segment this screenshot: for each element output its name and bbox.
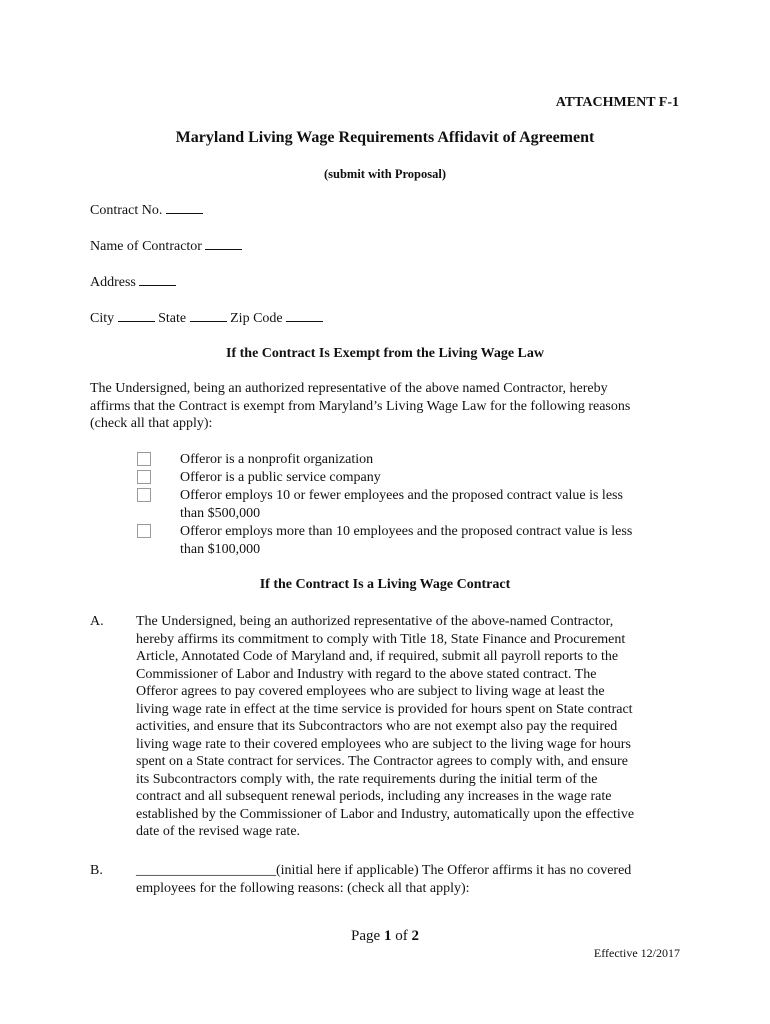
item-a-line: spent on a State contract for services. The Contractor agrees to comply with, and ensure	[136, 754, 628, 769]
item-a-line: Commissioner of Labor and Industry with regard to the above stated contract. The	[136, 666, 597, 682]
city-label: City	[90, 311, 115, 326]
item-b-line1-text: (initial here if applicable) The Offeror affirms it has no covered	[276, 863, 632, 878]
ten-or-fewer-label	[180, 487, 680, 522]
state-label: State	[158, 311, 187, 326]
page-of: of	[391, 928, 412, 944]
more-than-ten-line: Offeror employs more than 10 employees and the proposed contract value is less	[180, 524, 633, 539]
address-label: Address	[90, 275, 136, 290]
exempt-option-public-service	[137, 469, 697, 487]
zip-label: Zip Code	[230, 311, 283, 326]
exempt-option-10-or-fewer	[137, 487, 697, 522]
item-a-line: hereby affirms its commitment to comply with Title 18, State Finance and Procurement	[136, 631, 626, 647]
page-prefix: Page	[351, 928, 384, 944]
item-a-line: living wage rate to their covered employees who are subject to the living wage for hours	[136, 736, 631, 752]
ten-or-fewer-line: Offeror employs 10 or fewer employees and the proposed contract value is less	[180, 488, 623, 503]
exempt-intro	[90, 380, 690, 433]
zip-blank[interactable]	[286, 309, 323, 322]
page-subtitle: (submit with Proposal)	[323, 167, 446, 181]
exempt-intro-line: affirms that the Contract is exempt from Maryland’s Living Wage Law for the following reasons	[90, 398, 631, 414]
initial-blank[interactable]: ____________________	[136, 863, 276, 878]
exempt-intro-line: The Undersigned, being an authorized representative of the above named Contractor, hereby	[90, 381, 608, 396]
more-than-ten-label	[180, 523, 680, 558]
contract-no-field[interactable]	[90, 201, 203, 220]
nonprofit-label: Offeror is a nonprofit organization	[180, 452, 374, 467]
attachment-label: ATTACHMENT F-1	[555, 95, 679, 110]
public-service-checkbox[interactable]	[137, 470, 151, 484]
more-than-ten-line: than $100,000	[180, 541, 261, 557]
address-blank[interactable]	[139, 273, 176, 286]
page-title: Maryland Living Wage Requirements Affidavit of Agreement	[175, 129, 595, 146]
item-a-line: its Subcontractors comply with, the rate requirements during the initial term of the	[136, 771, 598, 787]
ten-or-fewer-checkbox[interactable]	[137, 488, 151, 502]
living-wage-heading: If the Contract Is a Living Wage Contract	[259, 577, 511, 592]
item-a-line: Article, Annotated Code of Maryland and, if required, submit all payroll reports to the	[136, 649, 619, 664]
item-a-line: living wage rate in effect at the time service is provided for hours spent on State contract	[136, 701, 633, 717]
item-a-letter: A.	[90, 614, 104, 629]
item-b-text	[136, 862, 686, 897]
page-total: 2	[411, 928, 419, 944]
item-a-text	[136, 613, 686, 841]
city-state-zip-row	[90, 309, 323, 328]
contractor-name-blank[interactable]	[205, 237, 242, 250]
item-a-line: date of the revised wage rate.	[136, 824, 301, 839]
page-indicator	[0, 928, 770, 946]
contract-no-blank[interactable]	[166, 201, 203, 214]
item-b-line: employees for the following reasons: (check all that apply):	[136, 880, 470, 896]
contractor-name-field[interactable]	[90, 237, 242, 256]
city-blank[interactable]	[118, 309, 155, 322]
item-a-line: established by the Commissioner of Labor and Industry, automatically upon the effective	[136, 806, 635, 822]
item-a-line: activities, and ensure that its Subcontractors who are not exempt also pay the required	[136, 719, 618, 734]
exempt-option-nonprofit	[137, 451, 697, 469]
address-field[interactable]	[90, 273, 176, 292]
contract-no-label: Contract No.	[90, 203, 163, 218]
nonprofit-checkbox[interactable]	[137, 452, 151, 466]
contractor-name-label: Name of Contractor	[90, 239, 202, 254]
exempt-intro-line: (check all that apply):	[90, 416, 213, 431]
item-a-line: contract and all subsequent renewal periods, including any increases in the wage rate	[136, 789, 612, 804]
page-number: 1	[383, 928, 392, 944]
effective-date: Effective 12/2017	[593, 946, 680, 960]
public-service-label: Offeror is a public service company	[180, 470, 381, 485]
state-blank[interactable]	[190, 309, 227, 322]
item-a-line: Offeror agrees to pay covered employees who are subject to living wage at least the	[136, 684, 605, 699]
exempt-heading: If the Contract Is Exempt from the Living Wage Law	[226, 346, 544, 361]
item-b-line	[136, 862, 686, 880]
item-a-line: The Undersigned, being an authorized representative of the above-named Contractor,	[136, 614, 614, 629]
ten-or-fewer-line: than $500,000	[180, 505, 261, 521]
exempt-option-more-than-10	[137, 523, 697, 558]
item-b-letter: B.	[90, 863, 103, 878]
more-than-ten-checkbox[interactable]	[137, 524, 151, 538]
